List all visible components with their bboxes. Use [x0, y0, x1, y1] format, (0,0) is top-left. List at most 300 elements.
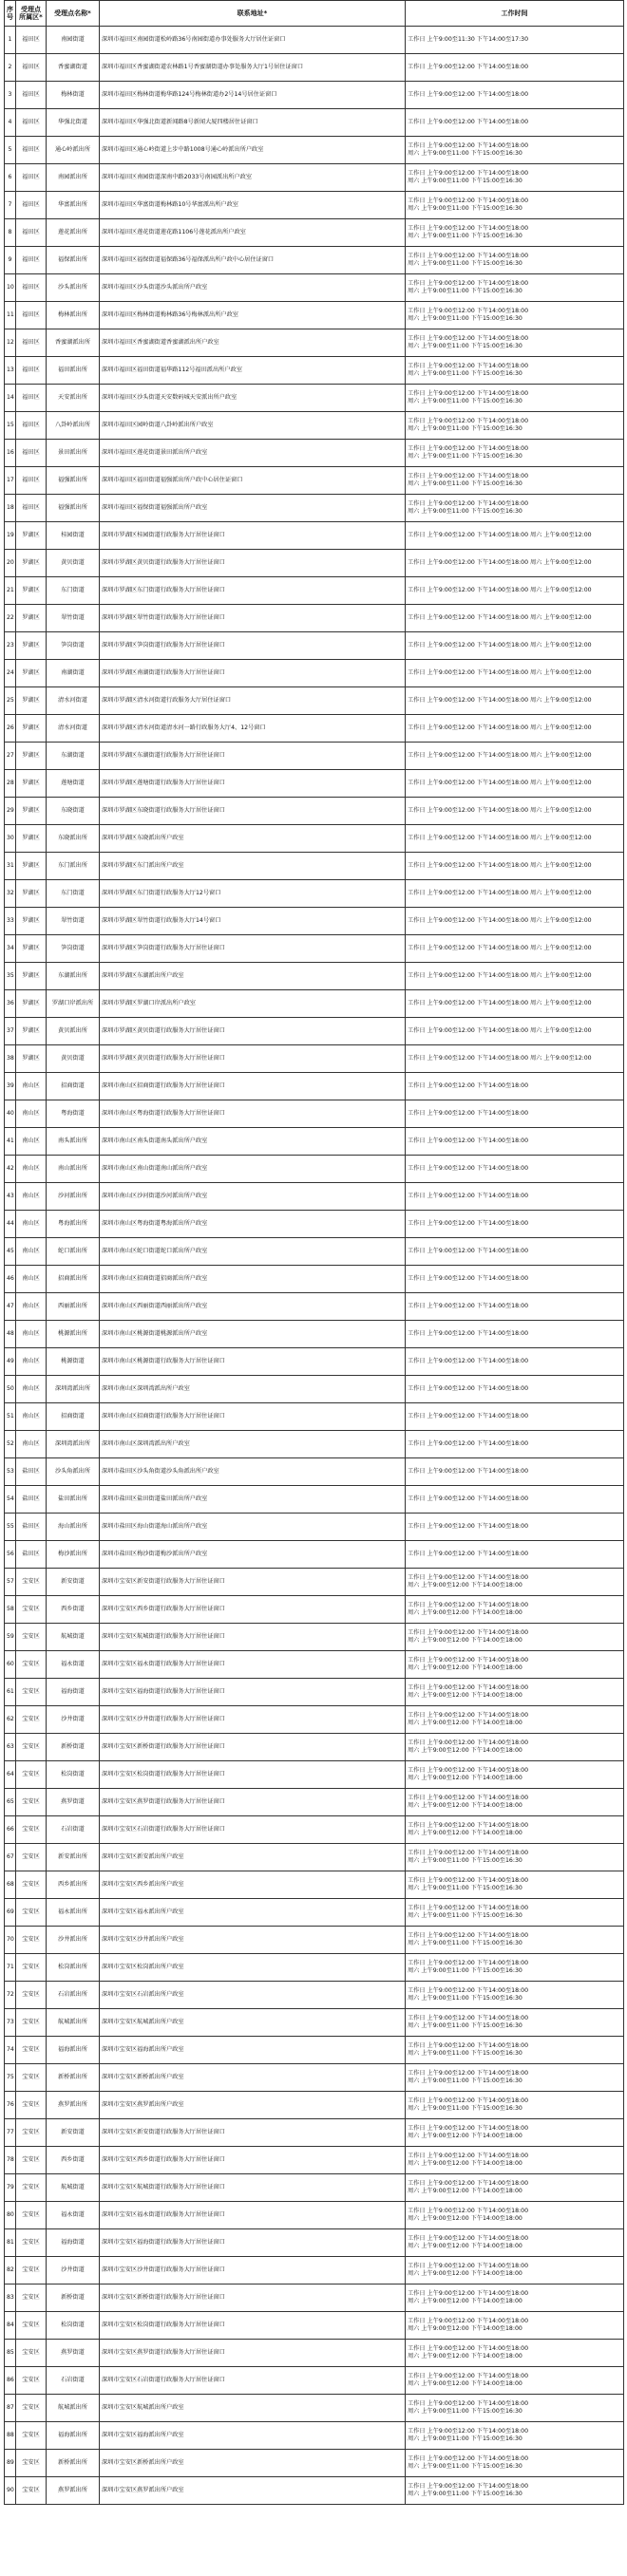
row-name: 沙井派出所: [47, 1927, 100, 1954]
row-name: 沙井街道: [47, 2257, 100, 2285]
row-district: 宝安区: [16, 2312, 47, 2340]
row-address: 深圳市盐田区海山街道海山派出所户政室: [100, 1514, 406, 1541]
row-hours: 工作日 上午9:00至12:00 下午14:00至18:00: [406, 82, 624, 109]
row-no: 61: [5, 1679, 16, 1706]
row-address: 深圳市罗湖区翠竹街道行政服务大厅14号窗口: [100, 908, 406, 935]
row-district: 宝安区: [16, 1596, 47, 1624]
row-name: 石岩派出所: [47, 1982, 100, 2009]
row-no: 58: [5, 1596, 16, 1624]
row-name: 沙河派出所: [47, 1183, 100, 1211]
row-hours: 工作日 上午9:00至12:00 下午14:00至18:00: [406, 1431, 624, 1458]
table-row: [5, 1706, 624, 1734]
row-hours: 工作日 上午9:00至12:00 下午14:00至18:00 周六 上午9:00至12:00 下午14:00至18:00: [406, 2229, 624, 2257]
table-row: [5, 385, 624, 412]
row-name: 翠竹街道: [47, 908, 100, 935]
row-name: 蛇口派出所: [47, 1238, 100, 1266]
row-no: 4: [5, 109, 16, 137]
row-name: 罗湖口岸派出所: [47, 990, 100, 1018]
row-district: 南山区: [16, 1431, 47, 1458]
row-hours: 工作日 上午9:00至12:00 下午14:00至18:00 周六 上午9:00至11:00 下午15:00至16:30: [406, 2477, 624, 2505]
row-district: 宝安区: [16, 1679, 47, 1706]
table-row: [5, 1596, 624, 1624]
row-district: 宝安区: [16, 1651, 47, 1679]
row-hours: 工作日 上午9:00至12:00 下午14:00至18:00: [406, 1128, 624, 1156]
row-hours: 工作日 上午9:00至12:00 下午14:00至18:00 周六 上午9:00至11:00 下午15:00至16:30: [406, 1899, 624, 1927]
row-district: 宝安区: [16, 1761, 47, 1789]
row-name: 福保派出所: [47, 247, 100, 274]
row-address: 深圳市福田区南园街道深南中路2033号南园派出所户政室: [100, 164, 406, 192]
row-name: 清水河街道: [47, 687, 100, 715]
table-row: [5, 2009, 624, 2037]
row-hours: 工作日 上午9:00至12:00 下午14:00至18:00 周六 上午9:00至12:00 下午14:00至18:00: [406, 2257, 624, 2285]
row-address: 深圳市宝安区航城派出所户政室: [100, 2009, 406, 2037]
row-name: 南湖街道: [47, 660, 100, 687]
row-hours: 工作日 上午9:00至12:00 下午14:00至18:00 周六 上午9:00至12:00: [406, 880, 624, 908]
row-no: 39: [5, 1073, 16, 1100]
table-row: [5, 329, 624, 357]
row-address: 深圳市宝安区新安街道行政服务大厅居住证窗口: [100, 1569, 406, 1596]
row-address: 深圳市罗湖区清水河街道清水河一路行政服务大厅4、12号窗口: [100, 715, 406, 743]
row-district: 罗湖区: [16, 522, 47, 550]
row-no: 68: [5, 1871, 16, 1899]
row-address: 深圳市南山区西丽街道西丽派出所户政室: [100, 1293, 406, 1321]
row-district: 宝安区: [16, 2147, 47, 2174]
row-address: 深圳市盐田区盐田街道盐田派出所户政室: [100, 1486, 406, 1514]
row-no: 80: [5, 2202, 16, 2229]
row-no: 51: [5, 1403, 16, 1431]
row-name: 梅沙派出所: [47, 1541, 100, 1569]
row-no: 65: [5, 1789, 16, 1816]
row-district: 宝安区: [16, 2174, 47, 2202]
row-district: 罗湖区: [16, 687, 47, 715]
row-district: 宝安区: [16, 2119, 47, 2147]
table-row: [5, 1899, 624, 1927]
row-district: 宝安区: [16, 2257, 47, 2285]
row-district: 福田区: [16, 412, 47, 440]
row-no: 43: [5, 1183, 16, 1211]
row-district: 宝安区: [16, 2340, 47, 2367]
table-row: [5, 495, 624, 522]
row-address: 深圳市宝安区西乡街道行政服务大厅居住证窗口: [100, 2147, 406, 2174]
row-name: 华富派出所: [47, 192, 100, 219]
row-address: 深圳市宝安区新安街道行政服务大厅居住证窗口: [100, 2119, 406, 2147]
row-name: 莲花派出所: [47, 219, 100, 247]
row-hours: 工作日 上午9:00至12:00 下午14:00至18:00 周六 上午9:00至12:00 下午14:00至18:00: [406, 2119, 624, 2147]
row-hours: 工作日 上午9:00至12:00 下午14:00至18:00 周六 上午9:00至12:00: [406, 935, 624, 963]
table-row: [5, 357, 624, 385]
row-district: 福田区: [16, 247, 47, 274]
row-no: 59: [5, 1624, 16, 1651]
table-row: [5, 109, 624, 137]
row-hours: 工作日 上午9:00至12:00 下午14:00至18:00: [406, 1238, 624, 1266]
row-address: 深圳市福田区通心岭街道上步中路1008号通心岭派出所户政室: [100, 137, 406, 164]
row-hours: 工作日 上午9:00至12:00 下午14:00至18:00 周六 上午9:00至11:00 下午15:00至16:30: [406, 137, 624, 164]
row-no: 36: [5, 990, 16, 1018]
row-district: 宝安区: [16, 2064, 47, 2092]
table-row: [5, 1321, 624, 1348]
row-district: 宝安区: [16, 2395, 47, 2422]
row-hours: 工作日 上午9:00至12:00 下午14:00至18:00 周六 上午9:00至11:00 下午15:00至16:30: [406, 302, 624, 329]
row-name: 南园街道: [47, 27, 100, 54]
row-no: 24: [5, 660, 16, 687]
row-address: 深圳市福田区华强北街道新闻路8号新闻大厦四楼居住证窗口: [100, 109, 406, 137]
row-name: 桃源街道: [47, 1348, 100, 1376]
row-district: 盐田区: [16, 1458, 47, 1486]
row-no: 17: [5, 467, 16, 495]
row-address: 深圳市罗湖区黄贝街道行政服务大厅居住证窗口: [100, 1045, 406, 1073]
row-hours: 工作日 上午9:00至12:00 下午14:00至18:00: [406, 1514, 624, 1541]
row-no: 66: [5, 1816, 16, 1844]
table-row: [5, 1156, 624, 1183]
row-hours: 工作日 上午9:00至12:00 下午14:00至18:00 周六 上午9:00至12:00 下午14:00至18:00: [406, 2312, 624, 2340]
row-district: 南山区: [16, 1266, 47, 1293]
row-district: 宝安区: [16, 2202, 47, 2229]
row-district: 福田区: [16, 495, 47, 522]
row-no: 56: [5, 1541, 16, 1569]
row-no: 81: [5, 2229, 16, 2257]
row-no: 52: [5, 1431, 16, 1458]
row-name: 翠竹街道: [47, 605, 100, 632]
table-row: [5, 1211, 624, 1238]
row-district: 宝安区: [16, 1816, 47, 1844]
table-row: [5, 1679, 624, 1706]
row-district: 福田区: [16, 274, 47, 302]
row-hours: 工作日 上午9:00至12:00 下午14:00至18:00 周六 上午9:00至11:00 下午15:00至16:30: [406, 2037, 624, 2064]
row-name: 粤海街道: [47, 1100, 100, 1128]
row-address: 深圳市宝安区新桥街道行政服务大厅居住证窗口: [100, 2285, 406, 2312]
table-row: [5, 440, 624, 467]
row-no: 48: [5, 1321, 16, 1348]
row-name: 西乡街道: [47, 2147, 100, 2174]
row-no: 27: [5, 743, 16, 770]
row-name: 梅林街道: [47, 82, 100, 109]
row-name: 松岗街道: [47, 2312, 100, 2340]
row-hours: 工作日 上午9:00至12:00 下午14:00至18:00: [406, 1348, 624, 1376]
row-no: 18: [5, 495, 16, 522]
table-row: [5, 1761, 624, 1789]
row-address: 深圳市南山区招商街道行政服务大厅居住证窗口: [100, 1403, 406, 1431]
row-district: 宝安区: [16, 2285, 47, 2312]
row-district: 福田区: [16, 357, 47, 385]
row-no: 82: [5, 2257, 16, 2285]
row-no: 19: [5, 522, 16, 550]
row-no: 87: [5, 2395, 16, 2422]
row-name: 航城派出所: [47, 2009, 100, 2037]
row-address: 深圳市罗湖区东门派出所户政室: [100, 853, 406, 880]
row-name: 新安街道: [47, 1569, 100, 1596]
row-name: 福永街道: [47, 2202, 100, 2229]
row-district: 罗湖区: [16, 963, 47, 990]
row-address: 深圳市罗湖区翠竹街道行政服务大厅居住证窗口: [100, 605, 406, 632]
row-name: 石岩街道: [47, 1816, 100, 1844]
table-row: [5, 2147, 624, 2174]
header-name: 受理点名称*: [47, 1, 100, 27]
table-row: [5, 660, 624, 687]
row-name: 新桥派出所: [47, 2064, 100, 2092]
row-address: 深圳市罗湖区东湖街道行政服务大厅居住证窗口: [100, 743, 406, 770]
row-district: 宝安区: [16, 2037, 47, 2064]
row-district: 南山区: [16, 1156, 47, 1183]
table-row: [5, 1569, 624, 1596]
row-address: 深圳市宝安区新桥派出所户政室: [100, 2450, 406, 2477]
row-hours: 工作日 上午9:00至12:00 下午14:00至18:00 周六 上午9:00至12:00: [406, 825, 624, 853]
row-address: 深圳市宝安区沙井派出所户政室: [100, 1927, 406, 1954]
table-row: [5, 798, 624, 825]
row-address: 深圳市罗湖区莲塘街道行政服务大厅居住证窗口: [100, 770, 406, 798]
row-name: 南园派出所: [47, 164, 100, 192]
row-name: 松岗街道: [47, 1761, 100, 1789]
row-name: 招商街道: [47, 1073, 100, 1100]
row-district: 福田区: [16, 219, 47, 247]
row-no: 70: [5, 1927, 16, 1954]
row-hours: 工作日 上午9:00至12:00 下午14:00至18:00: [406, 1486, 624, 1514]
row-no: 74: [5, 2037, 16, 2064]
row-district: 南山区: [16, 1073, 47, 1100]
row-district: 罗湖区: [16, 577, 47, 605]
row-name: 香蜜湖街道: [47, 54, 100, 82]
row-no: 60: [5, 1651, 16, 1679]
row-name: 福海街道: [47, 2229, 100, 2257]
row-no: 41: [5, 1128, 16, 1156]
header-address: 联系地址*: [100, 1, 406, 27]
header-no: 序号: [5, 1, 16, 27]
table-row: [5, 1403, 624, 1431]
table-row: [5, 302, 624, 329]
row-district: 宝安区: [16, 1982, 47, 2009]
row-name: 新安派出所: [47, 1844, 100, 1871]
table-row: [5, 522, 624, 550]
row-hours: 工作日 上午9:00至12:00 下午14:00至18:00 周六 上午9:00至12:00 下午14:00至18:00: [406, 2367, 624, 2395]
row-hours: 工作日 上午9:00至12:00 下午14:00至18:00 周六 上午9:00至11:00 下午15:00至16:30: [406, 495, 624, 522]
header-district: 受理点所属区*: [16, 1, 47, 27]
table-row: [5, 2450, 624, 2477]
row-district: 福田区: [16, 385, 47, 412]
row-district: 宝安区: [16, 1844, 47, 1871]
row-name: 沙头派出所: [47, 274, 100, 302]
row-name: 清水河街道: [47, 715, 100, 743]
table-row: [5, 137, 624, 164]
row-address: 深圳市福田区福保街道福强派出所户政室: [100, 495, 406, 522]
row-hours: 工作日 上午9:00至12:00 下午14:00至18:00 周六 上午9:00至12:00 下午14:00至18:00: [406, 1569, 624, 1596]
row-name: 福海街道: [47, 1679, 100, 1706]
row-address: 深圳市罗湖区桂园街道行政服务大厅居住证窗口: [100, 522, 406, 550]
row-hours: 工作日 上午9:00至12:00 下午14:00至18:00 周六 上午9:00至12:00: [406, 963, 624, 990]
row-district: 南山区: [16, 1348, 47, 1376]
row-name: 福海派出所: [47, 2422, 100, 2450]
row-address: 深圳市罗湖区东门街道行政服务大厅居住证窗口: [100, 577, 406, 605]
table-row: [5, 963, 624, 990]
row-name: 东晓街道: [47, 798, 100, 825]
row-no: 26: [5, 715, 16, 743]
row-no: 67: [5, 1844, 16, 1871]
table-row: [5, 990, 624, 1018]
table-row: [5, 1073, 624, 1100]
row-district: 宝安区: [16, 1789, 47, 1816]
row-district: 宝安区: [16, 2367, 47, 2395]
row-no: 20: [5, 550, 16, 577]
row-name: 燕罗街道: [47, 1789, 100, 1816]
row-hours: 工作日 上午9:00至12:00 下午14:00至18:00 周六 上午9:00至11:00 下午15:00至16:30: [406, 440, 624, 467]
row-name: 粤海派出所: [47, 1211, 100, 1238]
row-address: 深圳市罗湖区罗湖口岸派出所户政室: [100, 990, 406, 1018]
table-row: [5, 82, 624, 109]
row-hours: 工作日 上午9:00至12:00 下午14:00至18:00 周六 上午9:00至11:00 下午15:00至16:30: [406, 329, 624, 357]
row-hours: 工作日 上午9:00至12:00 下午14:00至18:00 周六 上午9:00至12:00: [406, 743, 624, 770]
row-address: 深圳市南山区南山街道南山派出所户政室: [100, 1156, 406, 1183]
row-no: 46: [5, 1266, 16, 1293]
row-address: 深圳市福田区华富街道梅林路10号华富派出所户政室: [100, 192, 406, 219]
row-address: 深圳市宝安区西乡街道行政服务大厅居住证窗口: [100, 1596, 406, 1624]
row-district: 罗湖区: [16, 908, 47, 935]
row-no: 53: [5, 1458, 16, 1486]
row-no: 30: [5, 825, 16, 853]
row-hours: 工作日 上午9:00至12:00 下午14:00至18:00 周六 上午9:00至11:00 下午15:00至16:30: [406, 357, 624, 385]
row-no: 21: [5, 577, 16, 605]
row-hours: 工作日 上午9:00至12:00 下午14:00至18:00 周六 上午9:00至11:00 下午15:00至16:30: [406, 2395, 624, 2422]
row-district: 宝安区: [16, 1899, 47, 1927]
row-no: 1: [5, 27, 16, 54]
table-row: [5, 2174, 624, 2202]
row-name: 东湖派出所: [47, 963, 100, 990]
row-hours: 工作日 上午9:00至12:00 下午14:00至18:00 周六 上午9:00至12:00 下午14:00至18:00: [406, 1761, 624, 1789]
row-hours: 工作日 上午9:00至12:00 下午14:00至18:00 周六 上午9:00至11:00 下午15:00至16:30: [406, 412, 624, 440]
row-no: 3: [5, 82, 16, 109]
row-hours: 工作日 上午9:00至12:00 下午14:00至18:00: [406, 1376, 624, 1403]
table-row: [5, 412, 624, 440]
row-name: 海山派出所: [47, 1514, 100, 1541]
row-address: 深圳市宝安区福海街道行政服务大厅居住证窗口: [100, 1679, 406, 1706]
row-hours: 工作日 上午9:00至12:00 下午14:00至18:00 周六 上午9:00至11:00 下午15:00至16:30: [406, 1871, 624, 1899]
row-no: 13: [5, 357, 16, 385]
row-address: 深圳市罗湖区黄贝街道行政服务大厅居住证窗口: [100, 550, 406, 577]
row-district: 宝安区: [16, 2477, 47, 2505]
row-address: 深圳市福田区梅林街道梅华路124号梅林街道办2号14号居住证窗口: [100, 82, 406, 109]
row-district: 罗湖区: [16, 605, 47, 632]
row-district: 罗湖区: [16, 880, 47, 908]
row-hours: 工作日 上午9:00至12:00 下午14:00至18:00 周六 上午9:00至11:00 下午15:00至16:30: [406, 2064, 624, 2092]
row-address: 深圳市罗湖区清水河街道行政服务大厅居住证窗口: [100, 687, 406, 715]
row-address: 深圳市盐田区梅沙街道梅沙派出所户政室: [100, 1541, 406, 1569]
row-district: 宝安区: [16, 1624, 47, 1651]
row-district: 宝安区: [16, 2009, 47, 2037]
row-name: 东晓派出所: [47, 825, 100, 853]
row-name: 黄贝派出所: [47, 1018, 100, 1045]
row-district: 宝安区: [16, 2450, 47, 2477]
row-address: 深圳市宝安区松岗街道行政服务大厅居住证窗口: [100, 1761, 406, 1789]
row-district: 南山区: [16, 1100, 47, 1128]
row-address: 深圳市罗湖区黄贝街道行政服务大厅居住证窗口: [100, 1018, 406, 1045]
row-address: 深圳市宝安区石岩街道行政服务大厅居住证窗口: [100, 1816, 406, 1844]
row-hours: 工作日 上午9:00至12:00 下午14:00至18:00 周六 上午9:00至12:00 下午14:00至18:00: [406, 1651, 624, 1679]
row-district: 福田区: [16, 329, 47, 357]
row-hours: 工作日 上午9:00至12:00 下午14:00至18:00 周六 上午9:00至11:00 下午15:00至16:30: [406, 164, 624, 192]
row-hours: 工作日 上午9:00至12:00 下午14:00至18:00 周六 上午9:00至11:00 下午15:00至16:30: [406, 2422, 624, 2450]
table-row: [5, 1045, 624, 1073]
row-no: 32: [5, 880, 16, 908]
table-row: [5, 880, 624, 908]
table-row: [5, 2395, 624, 2422]
table-row: [5, 1238, 624, 1266]
header-hours: 工作时间: [406, 1, 624, 27]
table-body: [5, 27, 624, 2505]
row-name: 新安街道: [47, 2119, 100, 2147]
row-no: 54: [5, 1486, 16, 1514]
row-district: 宝安区: [16, 1954, 47, 1982]
row-address: 深圳市南山区沙河街道沙河派出所户政室: [100, 1183, 406, 1211]
row-hours: 工作日 上午9:00至12:00 下午14:00至18:00 周六 上午9:00至12:00 下午14:00至18:00: [406, 1679, 624, 1706]
row-name: 松岗派出所: [47, 1954, 100, 1982]
table-row: [5, 1514, 624, 1541]
table-row: [5, 687, 624, 715]
row-hours: 工作日 上午9:00至12:00 下午14:00至18:00: [406, 1293, 624, 1321]
row-address: 深圳市宝安区西乡派出所户政室: [100, 1871, 406, 1899]
row-no: 76: [5, 2092, 16, 2119]
row-hours: 工作日 上午9:00至12:00 下午14:00至18:00 周六 上午9:00至11:00 下午15:00至16:30: [406, 1844, 624, 1871]
row-hours: 工作日 上午9:00至12:00 下午14:00至18:00 周六 上午9:00至11:00 下午15:00至16:30: [406, 1954, 624, 1982]
row-district: 罗湖区: [16, 798, 47, 825]
table-row: [5, 1128, 624, 1156]
table-row: [5, 2422, 624, 2450]
row-name: 航城派出所: [47, 2395, 100, 2422]
table-row: [5, 1100, 624, 1128]
row-hours: 工作日 上午9:00至12:00 下午14:00至18:00 周六 上午9:00至11:00 下午15:00至16:30: [406, 385, 624, 412]
row-hours: 工作日 上午9:00至12:00 下午14:00至18:00: [406, 1073, 624, 1100]
row-name: 东门派出所: [47, 853, 100, 880]
row-district: 南山区: [16, 1293, 47, 1321]
table-row: [5, 770, 624, 798]
table-row: [5, 1431, 624, 1458]
table-row: [5, 1954, 624, 1982]
row-no: 85: [5, 2340, 16, 2367]
row-address: 深圳市宝安区航城街道行政服务大厅居住证窗口: [100, 2174, 406, 2202]
table-row: [5, 1293, 624, 1321]
table-row: [5, 27, 624, 54]
table-row: [5, 2092, 624, 2119]
row-hours: 工作日 上午9:00至12:00 下午14:00至18:00 周六 上午9:00至11:00 下午15:00至16:30: [406, 219, 624, 247]
row-address: 深圳市宝安区福永派出所户政室: [100, 1899, 406, 1927]
row-hours: 工作日 上午9:00至12:00 下午14:00至18:00: [406, 1183, 624, 1211]
row-name: 西乡街道: [47, 1596, 100, 1624]
row-no: 45: [5, 1238, 16, 1266]
row-hours: 工作日 上午9:00至12:00 下午14:00至18:00 周六 上午9:00至11:00 下午15:00至16:30: [406, 467, 624, 495]
row-hours: 工作日 上午9:00至12:00 下午14:00至18:00 周六 上午9:00至12:00: [406, 660, 624, 687]
row-address: 深圳市宝安区燕罗街道行政服务大厅居住证窗口: [100, 2340, 406, 2367]
table-row: [5, 1541, 624, 1569]
row-hours: 工作日 上午9:00至12:00 下午14:00至18:00: [406, 1403, 624, 1431]
table-row: [5, 577, 624, 605]
row-hours: 工作日 上午9:00至12:00 下午14:00至18:00 周六 上午9:00至11:00 下午15:00至16:30: [406, 192, 624, 219]
row-no: 77: [5, 2119, 16, 2147]
row-address: 深圳市宝安区福海派出所户政室: [100, 2422, 406, 2450]
row-no: 29: [5, 798, 16, 825]
row-name: 天安派出所: [47, 385, 100, 412]
row-no: 6: [5, 164, 16, 192]
table-row: [5, 1376, 624, 1403]
table-row: [5, 1789, 624, 1816]
row-name: 招商街道: [47, 1403, 100, 1431]
service-points-table: [4, 0, 624, 2505]
row-address: 深圳市宝安区沙井街道行政服务大厅居住证窗口: [100, 1706, 406, 1734]
table-row: [5, 1624, 624, 1651]
table-row: [5, 1266, 624, 1293]
table-row: [5, 2229, 624, 2257]
row-hours: 工作日 上午9:00至11:30 下午14:00至17:30: [406, 27, 624, 54]
row-address: 深圳市福田区园岭街道八卦岭派出所户政室: [100, 412, 406, 440]
row-name: 沙井街道: [47, 1706, 100, 1734]
row-name: 西丽派出所: [47, 1293, 100, 1321]
row-district: 宝安区: [16, 1706, 47, 1734]
table-row: [5, 164, 624, 192]
